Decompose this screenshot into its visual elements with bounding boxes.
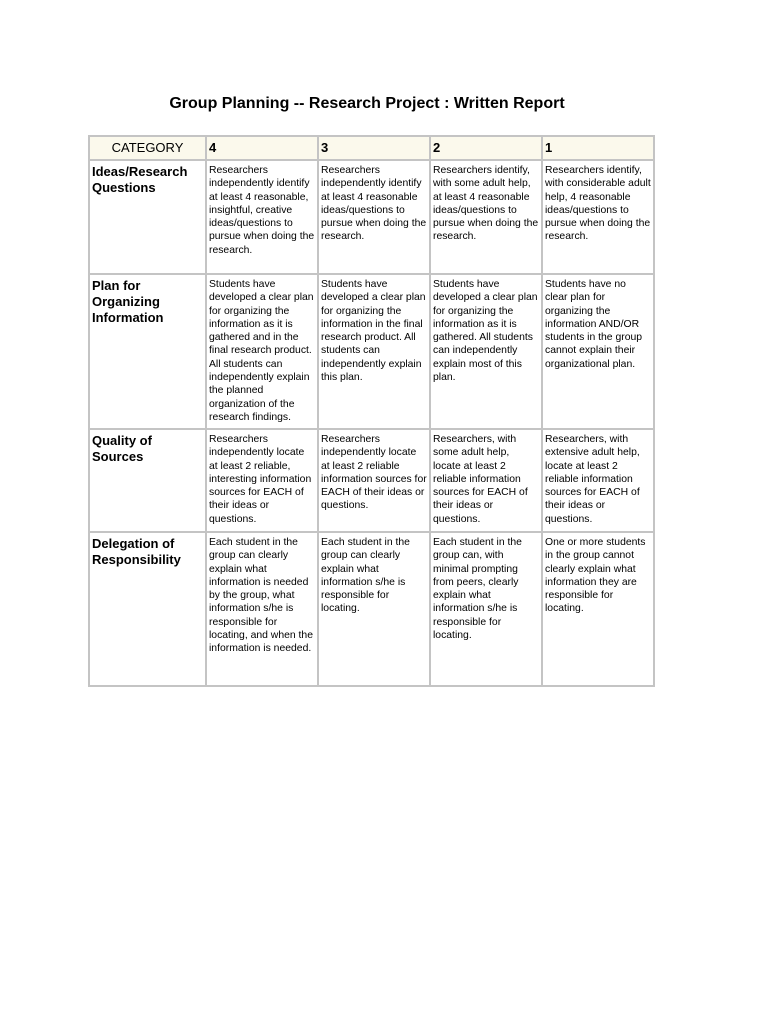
row-category-label: Quality of Sources	[89, 429, 206, 532]
column-header-score-4: 4	[206, 136, 318, 160]
table-cell: Researchers independently locate at least 2 reliable, interesting information sources for EACH of their ideas or questions.	[206, 429, 318, 532]
table-cell: Researchers independently identify at least 4 reasonable, insightful, creative ideas/questions to pursue when doing the research.	[206, 160, 318, 274]
column-header-score-2: 2	[430, 136, 542, 160]
table-cell: Students have no clear plan for organizing the information AND/OR students in the group cannot explain their organizational plan.	[542, 274, 654, 429]
table-row	[89, 160, 654, 274]
table-cell: Researchers identify, with some adult help, at least 4 reasonable ideas/questions to pursue when doing the research.	[430, 160, 542, 274]
table-cell: Researchers, with extensive adult help, locate at least 2 reliable information sources for EACH of their ideas or questions.	[542, 429, 654, 532]
table-cell: Students have developed a clear plan for organizing the information in the final research product. All students can independently explain this plan.	[318, 274, 430, 429]
table-cell: One or more students in the group cannot clearly explain what information they are responsible for locating.	[542, 532, 654, 686]
row-category-label: Ideas/Research Questions	[89, 160, 206, 274]
table-cell: Researchers independently locate at least 2 reliable information sources for EACH of their ideas or questions.	[318, 429, 430, 532]
table-cell: Researchers independently identify at least 4 reasonable ideas/questions to pursue when doing the research.	[318, 160, 430, 274]
table-header-row	[89, 136, 654, 160]
table-cell: Researchers, with some adult help, locate at least 2 reliable information sources for EACH of their ideas or questions.	[430, 429, 542, 532]
row-category-label: Delegation of Responsibility	[89, 532, 206, 686]
table-cell: Researchers identify, with considerable adult help, 4 reasonable ideas/questions to pursue when doing the research.	[542, 160, 654, 274]
column-header-category: CATEGORY	[89, 136, 206, 160]
table-row	[89, 274, 654, 429]
page-title: Group Planning -- Research Project : Written Report	[169, 95, 565, 112]
row-category-label: Plan for Organizing Information	[89, 274, 206, 429]
table-cell: Students have developed a clear plan for organizing the information as it is gathered and in the final research product. All students can independently explain the planned organization of the research findings.	[206, 274, 318, 429]
column-header-score-3: 3	[318, 136, 430, 160]
table-row	[89, 532, 654, 686]
table-cell: Each student in the group can clearly explain what information is needed by the group, what information s/he is responsible for locating, and when the information is needed.	[206, 532, 318, 686]
rubric-table	[88, 135, 655, 687]
table-row	[89, 429, 654, 532]
table-cell: Each student in the group can, with minimal prompting from peers, clearly explain what information s/he is responsible for locating.	[430, 532, 542, 686]
column-header-score-1: 1	[542, 136, 654, 160]
table-cell: Each student in the group can clearly explain what information s/he is responsible for locating.	[318, 532, 430, 686]
table-cell: Students have developed a clear plan for organizing the information as it is gathered. All students can independently explain most of this plan.	[430, 274, 542, 429]
